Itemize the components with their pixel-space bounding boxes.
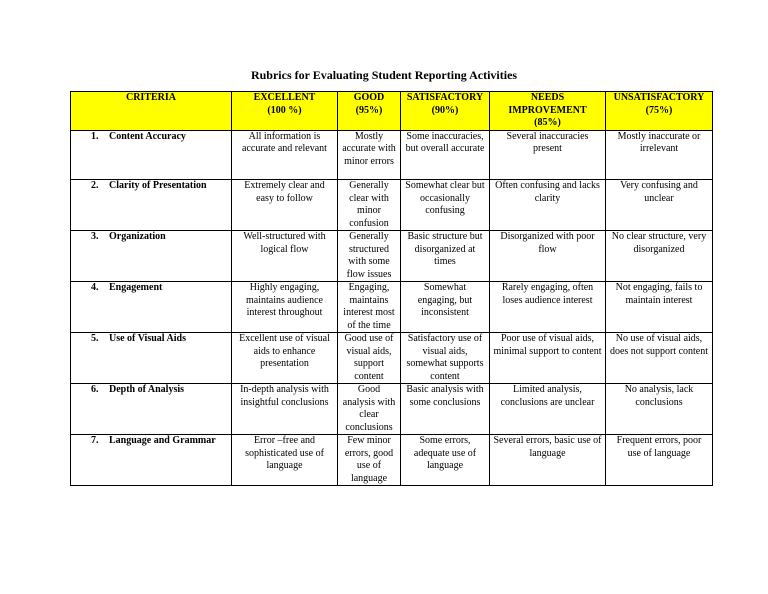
- rubric-table: [70, 91, 713, 486]
- satisfactory-cell: Somewhat engaging, but inconsistent: [401, 282, 490, 333]
- unsatisfactory-cell: Frequent errors, poor use of language: [606, 435, 713, 486]
- excellent-cell: All information is accurate and relevant: [232, 130, 338, 180]
- header-satisfactory: SATISFACTORY (90%): [401, 92, 490, 131]
- table-row: [71, 384, 713, 435]
- table-row: [71, 180, 713, 231]
- excellent-cell: Excellent use of visual aids to enhance presentation: [232, 333, 338, 384]
- table-row: [71, 435, 713, 486]
- header-excellent: EXCELLENT (100 %): [232, 92, 338, 131]
- good-cell: Engaging, maintains interest most of the time: [338, 282, 401, 333]
- criterion-cell: 3. Organization: [71, 231, 232, 282]
- excellent-cell: In-depth analysis with insightful conclusions: [232, 384, 338, 435]
- unsatisfactory-cell: No analysis, lack conclusions: [606, 384, 713, 435]
- satisfactory-cell: Some errors, adequate use of language: [401, 435, 490, 486]
- needs-improvement-cell: Rarely engaging, often loses audience interest: [490, 282, 606, 333]
- header-row: [71, 92, 713, 131]
- satisfactory-cell: Somewhat clear but occasionally confusing: [401, 180, 490, 231]
- table-row: [71, 333, 713, 384]
- needs-improvement-cell: Disorganized with poor flow: [490, 231, 606, 282]
- satisfactory-cell: Satisfactory use of visual aids, somewhat supports content: [401, 333, 490, 384]
- page-title: Rubrics for Evaluating Student Reporting Activities: [250, 68, 518, 82]
- unsatisfactory-cell: Very confusing and unclear: [606, 180, 713, 231]
- table-row: [71, 231, 713, 282]
- header-needs-improvement: NEEDS IMPROVEMENT (85%): [490, 92, 606, 131]
- header-unsatisfactory: UNSATISFACTORY (75%): [606, 92, 713, 131]
- unsatisfactory-cell: No use of visual aids, does not support content: [606, 333, 713, 384]
- good-cell: Good use of visual aids, support content: [338, 333, 401, 384]
- good-cell: Few minor errors, good use of language: [338, 435, 401, 486]
- criterion-cell: 1. Content Accuracy: [71, 130, 232, 180]
- excellent-cell: Extremely clear and easy to follow: [232, 180, 338, 231]
- needs-improvement-cell: Several inaccuracies present: [490, 130, 606, 180]
- table-row: [71, 282, 713, 333]
- criterion-cell: 4. Engagement: [71, 282, 232, 333]
- needs-improvement-cell: Poor use of visual aids, minimal support to content: [490, 333, 606, 384]
- needs-improvement-cell: Limited analysis, conclusions are unclear: [490, 384, 606, 435]
- needs-improvement-cell: Several errors, basic use of language: [490, 435, 606, 486]
- excellent-cell: Highly engaging, maintains audience interest throughout: [232, 282, 338, 333]
- header-good: GOOD (95%): [338, 92, 401, 131]
- good-cell: Generally structured with some flow issues: [338, 231, 401, 282]
- satisfactory-cell: Basic analysis with some conclusions: [401, 384, 490, 435]
- unsatisfactory-cell: Not engaging, fails to maintain interest: [606, 282, 713, 333]
- needs-improvement-cell: Often confusing and lacks clarity: [490, 180, 606, 231]
- criterion-cell: 2. Clarity of Presentation: [71, 180, 232, 231]
- header-criteria: CRITERIA: [71, 92, 232, 131]
- unsatisfactory-cell: Mostly inaccurate or irrelevant: [606, 130, 713, 180]
- criterion-cell: 7. Language and Grammar: [71, 435, 232, 486]
- good-cell: Generally clear with minor confusion: [338, 180, 401, 231]
- excellent-cell: Well-structured with logical flow: [232, 231, 338, 282]
- excellent-cell: Error –free and sophisticated use of language: [232, 435, 338, 486]
- criterion-cell: 6. Depth of Analysis: [71, 384, 232, 435]
- satisfactory-cell: Some inaccuracies, but overall accurate: [401, 130, 490, 180]
- unsatisfactory-cell: No clear structure, very disorganized: [606, 231, 713, 282]
- good-cell: Mostly accurate with minor errors: [338, 130, 401, 180]
- table-row: [71, 130, 713, 180]
- criterion-cell: 5. Use of Visual Aids: [71, 333, 232, 384]
- good-cell: Good analysis with clear conclusions: [338, 384, 401, 435]
- satisfactory-cell: Basic structure but disorganized at times: [401, 231, 490, 282]
